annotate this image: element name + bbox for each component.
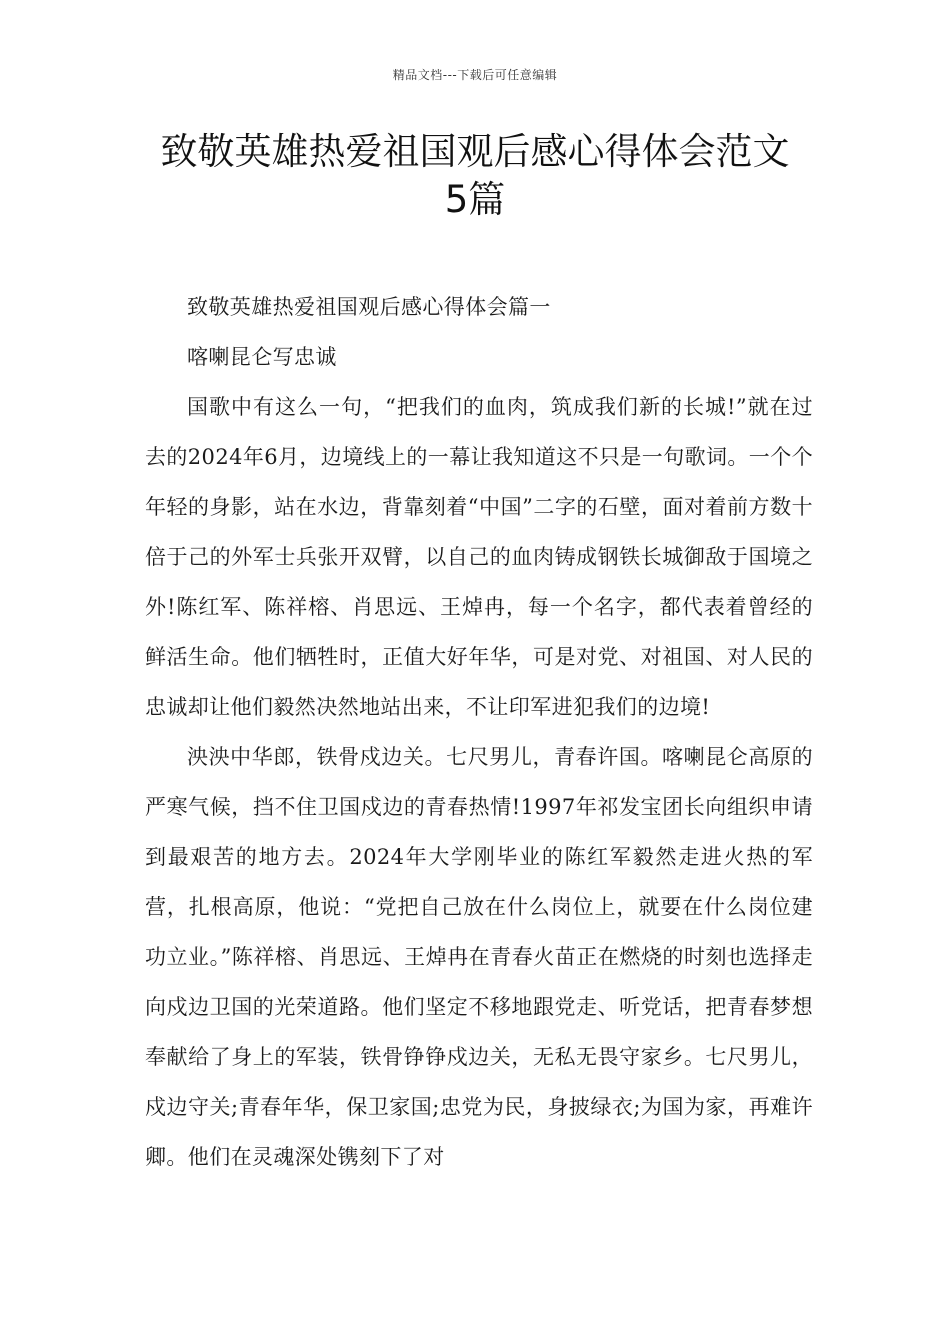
document-body (145, 282, 813, 1182)
header-watermark: 精品文档---下载后可任意编辑 (392, 68, 558, 82)
title-line-1: 致敬英雄热爱祖国观后感心得体会范文 (160, 130, 790, 173)
document-title (120, 128, 830, 224)
body-paragraph: 国歌中有这么一句，“把我们的血肉，筑成我们新的长城!”就在过去的2024年6月，边境线上的一幕让我知道这不只是一句歌词。一个个年轻的身影，站在水边，背靠刻着“中国”二字的石壁，面对着前方数十倍于己的外军士兵张开双臂，以自己的血肉铸成钢铁长城御敌于国境之外!陈红军、陈祥榕、肖思远、王焯冉，每一个名字，都代表着曾经的鲜活生命。他们牺牲时，正值大好年华，可是对党、对祖国、对人民的忠诚却让他们毅然决然地站出来，不让印军进犯我们的边境! (145, 395, 814, 719)
body-paragraph: 泱泱中华郎，铁骨戍边关。七尺男儿，青春许国。喀喇昆仑高原的严寒气候，挡不住卫国戍边的青春热情!1997年祁发宝团长向组织申请到最艰苦的地方去。2024年大学刚毕业的陈红军毅然走进火热的军营，扎根高原，他说：“党把自己放在什么岗位上，就要在什么岗位建功立业。”陈祥榕、肖思远、王焯冉在青春火苗正在燃烧的时刻也选择走向戍边卫国的光荣道路。他们坚定不移地跟党走、听党话，把青春梦想奉献给了身上的军装，铁骨铮铮戍边关，无私无畏守家乡。七尺男儿，戍边守关;青春年华，保卫家国;忠党为民，身披绿衣;为国为家，再难许卿。他们在灵魂深处镌刻下了对 (145, 745, 813, 1169)
section-heading: 致敬英雄热爱祖国观后感心得体会篇一 (187, 295, 551, 319)
title-line-2: 5篇 (444, 178, 506, 221)
subheading: 喀喇昆仑写忠诚 (187, 345, 337, 369)
